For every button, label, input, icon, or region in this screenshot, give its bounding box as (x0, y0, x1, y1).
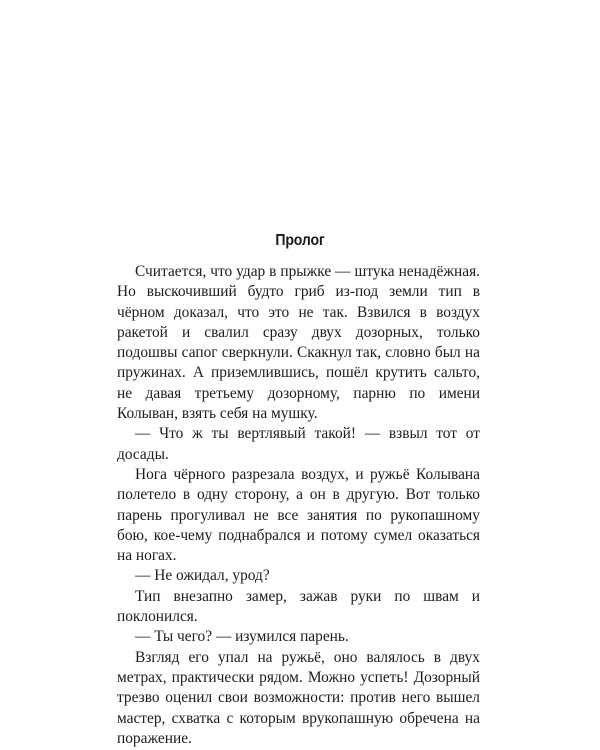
paragraph: Нога чёрного разрезала воздух, и ружьё Колывана полетело в одну сторону, а он в другую. Вот только парень прогуливал не все занятия по рукопашному бою, кое-чему поднабрался и потому сумел оказаться на ногах. (117, 465, 480, 565)
paragraph: — Что ж ты вертлявый такой! — взвыл тот от досады. (117, 425, 480, 463)
paragraph: — Ты чего? — изумился парень. (135, 628, 349, 646)
paragraph: Тип внезапно замер, зажав руки по швам и поклонился. (117, 587, 480, 626)
paragraph: — Не ожидал, урод? (135, 567, 270, 585)
prose-body (117, 262, 480, 749)
paragraph: Считается, что удар в прыжке — штука ненадёжная. Но выскочивший будто гриб из-под земли тип в чёрном доказал, что это не так. Взвился в воздух ракетой и свалил сразу двух дозорных, только подошвы сапог сверкнули. Скакнул так, словно был на пружинах. А приземлившись, пошёл крутить сальто, не давая третьему дозорному, парню по имени Колыван, взять себя на мушку. (117, 263, 480, 423)
chapter-title: Пролог (275, 232, 325, 249)
paragraph: Взгляд его упал на ружьё, оно валялось в двух метрах, практически рядом. Можно успеть! Дозорный трезво оценил свои возможности: против него вышел мастер, схватка с которым врукопашную обречена на поражение. (117, 648, 480, 747)
